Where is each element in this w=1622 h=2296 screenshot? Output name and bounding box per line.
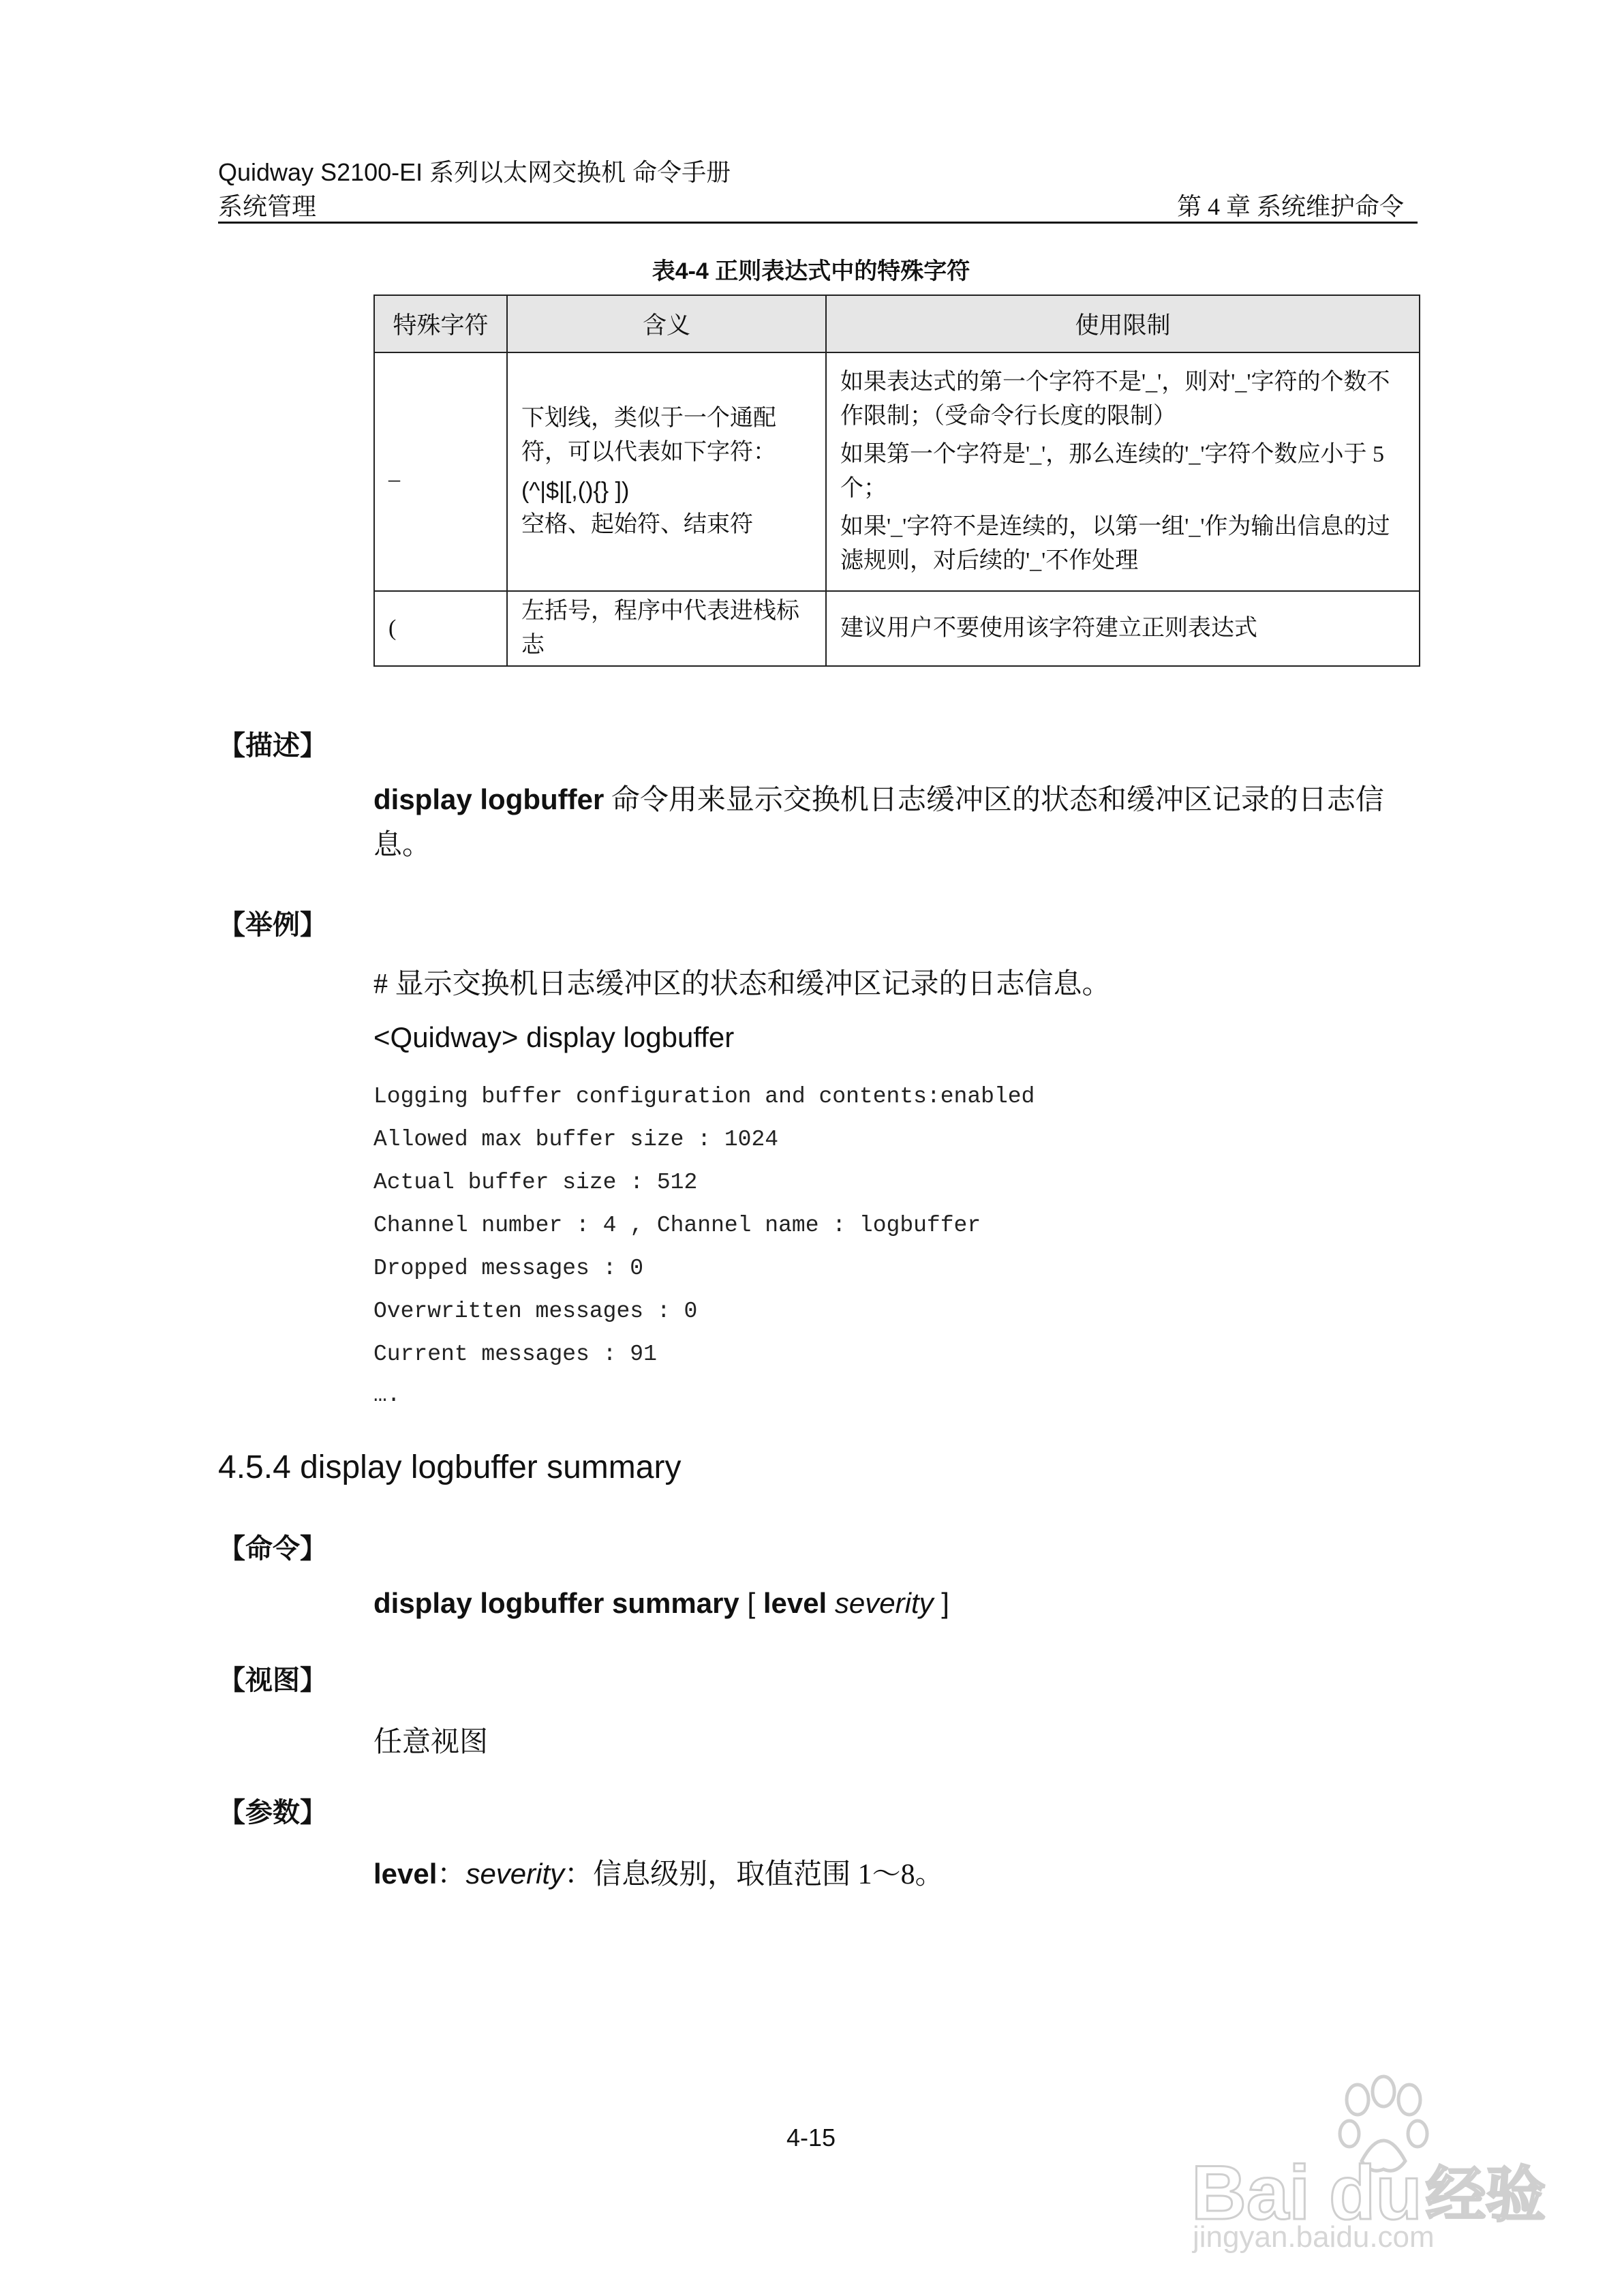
special-chars-table [373,294,1420,667]
cell-char: _ [374,352,507,591]
baidu-paw-logo-icon [1179,2072,1546,2254]
header-chapter: 第 4 章 系统维护命令 [1176,193,1404,220]
param-label: 【参数】 [218,1798,327,1828]
output-line: Current messages : 91 [373,1342,657,1367]
view-text: 任意视图 [373,1727,489,1758]
cell-limits [826,591,1420,666]
col-header-meaning: 含义 [507,295,826,352]
baidu-jingyan-watermark [1179,2072,1546,2254]
limit-line: 如果第一个字符是'_'，那么连续的'_'字符个数应小于 5 个； [840,442,1385,501]
command-syntax [373,1587,949,1620]
table-row [374,352,1420,591]
view-label: 【视图】 [218,1665,327,1695]
header-section: 系统管理 [218,193,317,220]
desc-text: 命令用来显示交换机日志缓冲区的状态和缓冲区记录的日志信息。 [373,785,1384,861]
svg-text:经验: 经验 [1426,2161,1546,2229]
cell-limits [826,352,1420,591]
meaning-line: 空格、起始符、结束符 [521,512,753,537]
header-rule [218,222,1418,224]
example-prompt: <Quidway> display logbuffer [373,1021,735,1053]
table-row [374,591,1420,666]
svg-text:Bai: Bai [1191,2150,1311,2235]
limit-line: 如果表达式的第一个字符不是'_'，则对'_'字符的个数不作限制；（受命令行长度的限制） [840,369,1390,429]
desc-label: 【描述】 [218,731,327,761]
command-argument: severity [827,1587,934,1619]
param-text: ：信息级别，取值范围 1～8。 [564,1859,944,1890]
page-number: 4-15 [786,2124,836,2151]
param-argument: severity [465,1858,565,1890]
meaning-line: 下划线，类似于一个通配符，可以代表如下字符： [521,406,776,465]
table-caption: 表4-4 正则表达式中的特殊字符 [652,258,970,284]
command-name: display logbuffer summary [373,1587,739,1619]
example-comment: # 显示交换机日志缓冲区的状态和缓冲区记录的日志信息。 [373,969,1111,1000]
command-bracket-open: [ [739,1587,763,1619]
svg-text:du: du [1329,2150,1422,2235]
col-header-limits: 使用限制 [826,295,1420,352]
cell-meaning [507,591,826,666]
table-header-row [374,295,1420,352]
output-line: Logging buffer configuration and contents:enabled [373,1084,1035,1109]
cell-char: ( [374,591,507,666]
command-bracket-close: ] [933,1587,949,1619]
desc-paragraph [373,777,1423,868]
col-header-char: 特殊字符 [374,295,507,352]
output-line: Allowed max buffer size : 1024 [373,1127,779,1152]
example-label: 【举例】 [218,910,327,940]
output-line: Actual buffer size : 512 [373,1170,698,1195]
meaning-line: (^|$|[,(){} ]) [521,478,630,504]
limit-line: 建议用户不要使用该字符建立正则表达式 [840,616,1257,641]
svg-text:jingyan.baidu.com: jingyan.baidu.com [1193,2220,1435,2254]
output-line: Overwritten messages : 0 [373,1299,698,1324]
header-product-line: Quidway S2100-EI 系列以太网交换机 命令手册 [218,158,731,186]
output-line: Channel number : 4 , Channel name : logbuffer [373,1213,981,1238]
param-description [373,1852,944,1892]
output-ellipsis: …. [373,1383,401,1408]
limit-line: 如果'_'字符不是连续的，以第一组'_'作为输出信息的过滤规则，对后续的'_'不作处理 [840,514,1390,573]
param-separator: ： [437,1859,466,1890]
cell-meaning [507,352,826,591]
desc-command: display logbuffer [373,783,605,815]
param-keyword: level [373,1858,438,1890]
section-heading-454: 4.5.4 display logbuffer summary [218,1449,682,1485]
meaning-line: 左括号，程序中代表进栈标志 [521,599,799,658]
command-keyword: level [763,1587,827,1619]
command-label: 【命令】 [218,1534,327,1564]
output-line: Dropped messages : 0 [373,1256,644,1281]
